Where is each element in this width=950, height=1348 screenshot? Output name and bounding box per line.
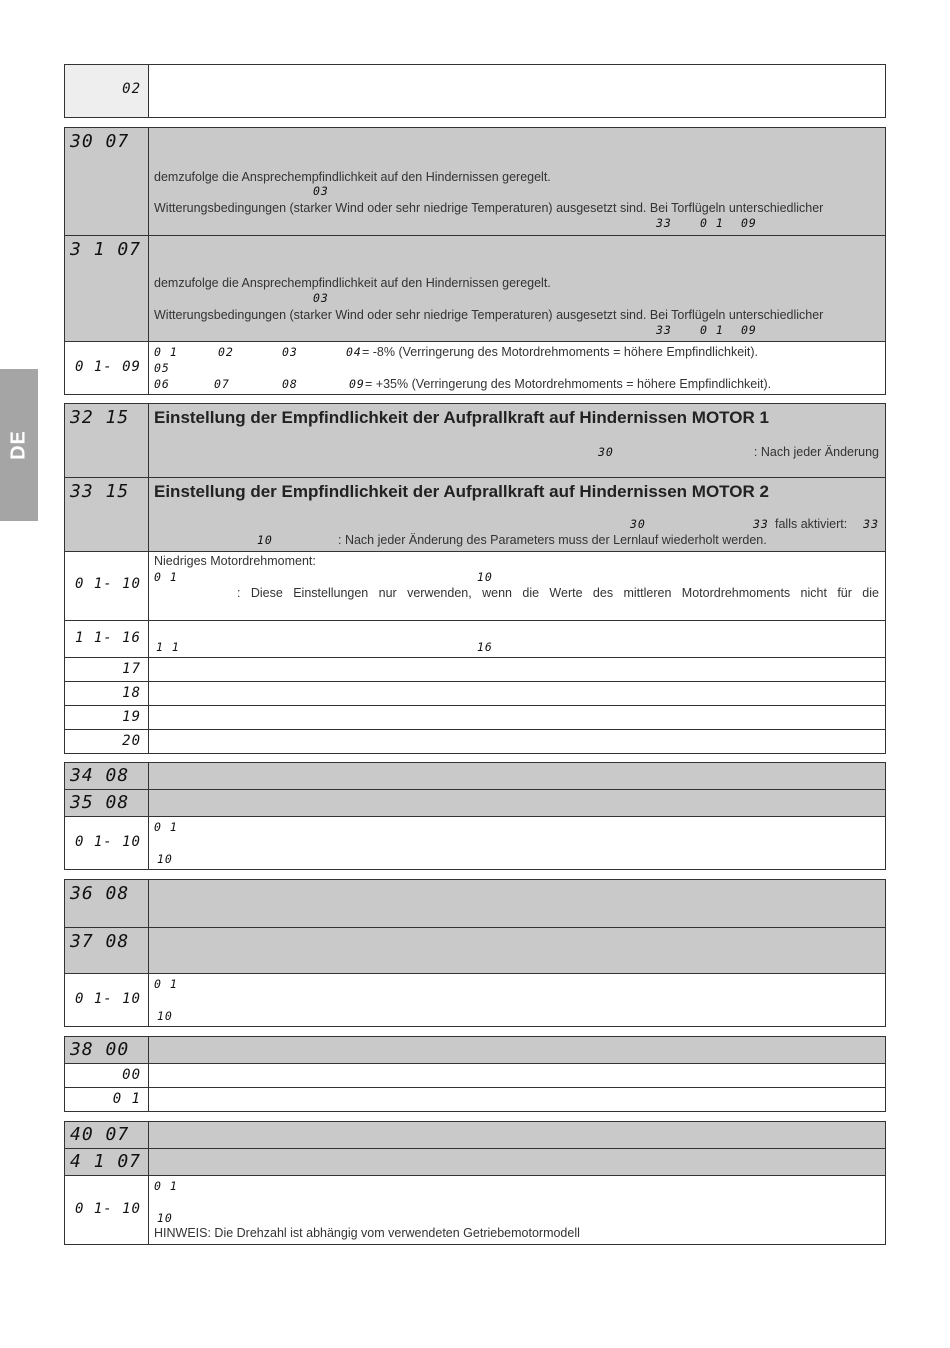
value-range-01-10: 0 1- 10 bbox=[65, 974, 149, 1027]
param-table-38 bbox=[64, 1036, 886, 1112]
value-range-01-10: 0 1- 10 bbox=[65, 1176, 149, 1245]
value-18: 18 bbox=[65, 682, 149, 706]
value-description-01 bbox=[149, 1088, 886, 1112]
param-table-30-31 bbox=[64, 127, 886, 395]
language-tab-label: DE bbox=[7, 430, 30, 460]
value-range-01-10: 0 1- 10 bbox=[65, 817, 149, 870]
value-19: 19 bbox=[65, 706, 149, 730]
param-code-30: 30 07 bbox=[65, 128, 149, 236]
param-description-33: Einstellung der Empfindlichkeit der Aufprallkraft auf Hindernissen MOTOR 2 30 33 falls aktiviert: 33 10 : Nach jeder Änderung des Parameters muss der Lernlauf wiederholt werden. bbox=[149, 478, 886, 552]
param-code-37: 37 08 bbox=[65, 928, 149, 974]
param-table-32-33 bbox=[64, 403, 886, 754]
value-description-01-09: 0 1 02 03 04 = -8% (Verringerung des Motordrehmoments = höhere Empfindlichkeit). 05 06 07 08 09 = +35% (Verringerung des Motordrehmoments = höhere Empfindlichkeit). bbox=[149, 342, 886, 395]
param-table-36-37 bbox=[64, 879, 886, 1027]
param-code-33: 33 15 bbox=[65, 478, 149, 552]
param-description-40 bbox=[149, 1122, 886, 1149]
param-description-41 bbox=[149, 1149, 886, 1176]
param-description-37 bbox=[149, 928, 886, 974]
value-01: 0 1 bbox=[65, 1088, 149, 1112]
value-description-11-16: 1 1 16 bbox=[149, 621, 886, 658]
language-tab bbox=[0, 369, 38, 521]
value-description-01-10: 0 1 10 bbox=[149, 817, 886, 870]
value-cell-02: 02 bbox=[65, 65, 149, 118]
value-description-00 bbox=[149, 1064, 886, 1088]
param-code-36: 36 08 bbox=[65, 880, 149, 928]
param-description-32: Einstellung der Empfindlichkeit der Aufprallkraft auf Hindernissen MOTOR 1 30 : Nach jeder Änderung bbox=[149, 404, 886, 478]
value-range-01-09: 0 1- 09 bbox=[65, 342, 149, 395]
param-description-31: demzufolge die Ansprechempfindlichkeit auf den Hindernissen geregelt. 03 Witterungsbedingungen (starker Wind oder sehr niedrige Temperaturen) ausgesetzt sind. Bei Torflügeln unterschiedlicher 33 0 1 09 bbox=[149, 236, 886, 342]
value-description-01-10: 0 1 10 HINWEIS: Die Drehzahl ist abhängig vom verwendeten Getriebemotormodell bbox=[149, 1176, 886, 1245]
value-20: 20 bbox=[65, 730, 149, 754]
param-code-38: 38 00 bbox=[65, 1037, 149, 1064]
value-description-18 bbox=[149, 682, 886, 706]
description-cell bbox=[149, 65, 886, 118]
section-heading-motor-2: Einstellung der Empfindlichkeit der Aufprallkraft auf Hindernissen MOTOR 2 bbox=[154, 482, 769, 501]
param-description-38 bbox=[149, 1037, 886, 1064]
value-description-17 bbox=[149, 658, 886, 682]
param-code-34: 34 08 bbox=[65, 763, 149, 790]
value-00: 00 bbox=[65, 1064, 149, 1088]
param-code-40: 40 07 bbox=[65, 1122, 149, 1149]
param-code-35: 35 08 bbox=[65, 790, 149, 817]
value-17: 17 bbox=[65, 658, 149, 682]
value-description-01-10: Niedriges Motordrehmoment: 0 1 10 : Diese Einstellungen nur verwenden, wenn die Werte des mittleren Motordrehmoments nicht für die bbox=[149, 552, 886, 621]
param-code-32: 32 15 bbox=[65, 404, 149, 478]
value-description-20 bbox=[149, 730, 886, 754]
param-code-41: 4 1 07 bbox=[65, 1149, 149, 1176]
param-table-40-41 bbox=[64, 1121, 886, 1245]
param-code-31: 3 1 07 bbox=[65, 236, 149, 342]
param-table-34-35 bbox=[64, 762, 886, 870]
value-description-19 bbox=[149, 706, 886, 730]
note-text: HINWEIS: Die Drehzahl ist abhängig vom verwendeten Getriebemotormodell bbox=[154, 1226, 580, 1240]
param-table-top bbox=[64, 64, 886, 118]
section-heading-motor-1: Einstellung der Empfindlichkeit der Aufprallkraft auf Hindernissen MOTOR 1 bbox=[154, 408, 769, 427]
param-description-36 bbox=[149, 880, 886, 928]
param-description-35 bbox=[149, 790, 886, 817]
value-description-01-10: 0 1 10 bbox=[149, 974, 886, 1027]
param-description-30: demzufolge die Ansprechempfindlichkeit auf den Hindernissen geregelt. 03 Witterungsbedingungen (starker Wind oder sehr niedrige Temperaturen) ausgesetzt sind. Bei Torflügeln unterschiedlicher 33 0 1 09 bbox=[149, 128, 886, 236]
value-range-01-10: 0 1- 10 bbox=[65, 552, 149, 621]
value-range-11-16: 1 1- 16 bbox=[65, 621, 149, 658]
param-description-34 bbox=[149, 763, 886, 790]
